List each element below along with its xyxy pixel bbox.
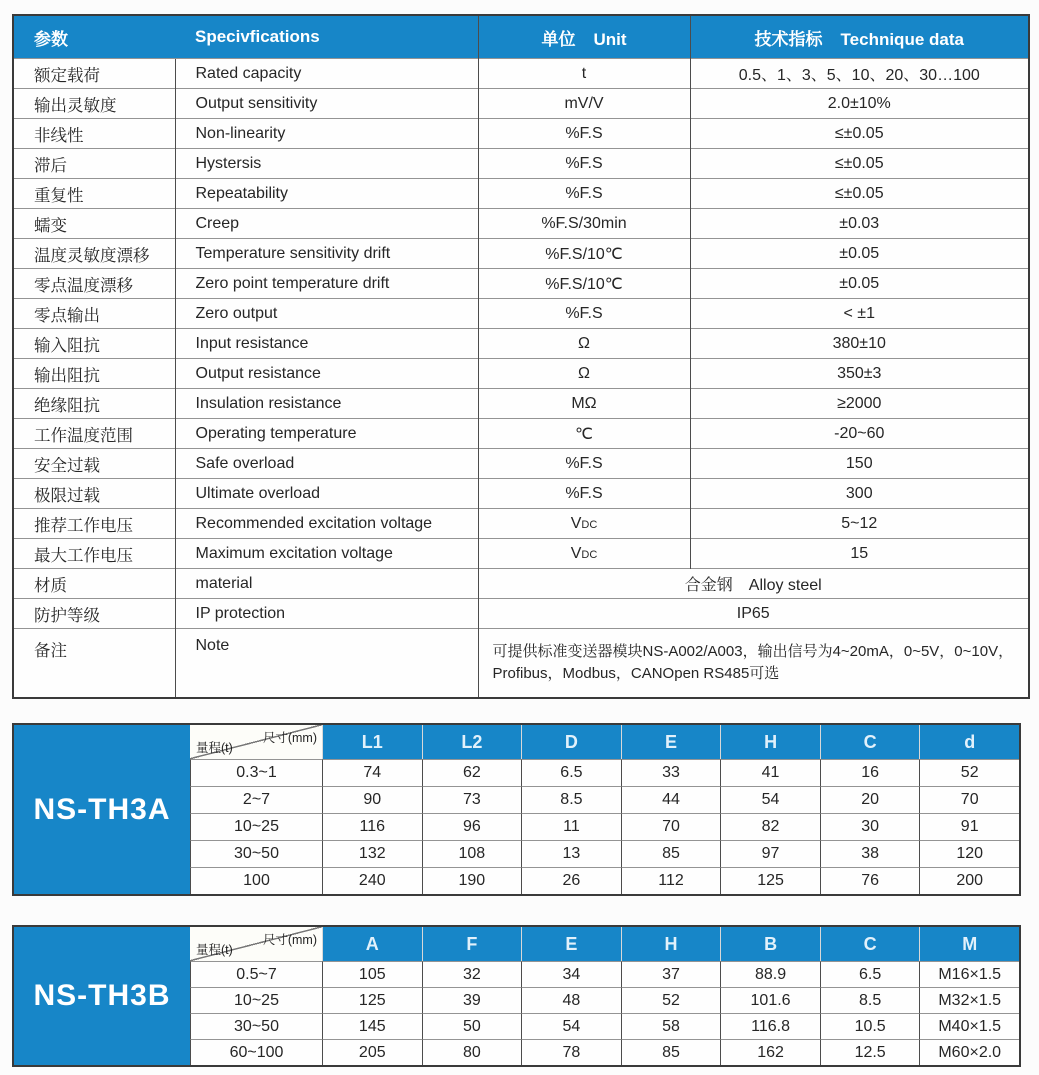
dim-value-cell: 116.8 — [720, 1013, 820, 1039]
spec-row — [13, 539, 1029, 569]
dim-value-cell: 82 — [720, 813, 820, 840]
spec-row — [13, 389, 1029, 419]
dim-header-cell: H — [720, 725, 820, 759]
spec-header-param: 参数 — [13, 15, 175, 59]
dim-value-cell: 20 — [820, 786, 920, 813]
spec-row — [13, 59, 1029, 89]
unit-cell: Ω — [478, 359, 690, 389]
spec-row — [13, 269, 1029, 299]
param-cell: 防护等级 — [13, 599, 175, 629]
param-cell: 推荐工作电压 — [13, 509, 175, 539]
param-cell: 材质 — [13, 569, 175, 599]
value-cell: ≤±0.05 — [690, 119, 1029, 149]
spec-row — [13, 449, 1029, 479]
dim-header-cell: F — [422, 927, 522, 961]
unit-cell: VDC — [478, 539, 690, 569]
param-cell: 备注 — [13, 629, 175, 699]
dim-value-cell: 145 — [322, 1013, 422, 1039]
unit-cell: %F.S — [478, 119, 690, 149]
corner-label-range: 量程(t) — [196, 943, 233, 957]
range-cell: 10~25 — [190, 813, 322, 840]
unit-cell: ℃ — [478, 419, 690, 449]
dim-table-ns-th3a — [12, 723, 1021, 896]
value-cell: ±0.05 — [690, 269, 1029, 299]
dim-value-cell: 205 — [322, 1039, 422, 1065]
param-cell: 额定载荷 — [13, 59, 175, 89]
value-cell: ±0.03 — [690, 209, 1029, 239]
range-cell: 2~7 — [190, 786, 322, 813]
dim-value-cell: 52 — [919, 759, 1019, 786]
dim-value-cell: 70 — [621, 813, 721, 840]
range-cell: 10~25 — [190, 987, 322, 1013]
dim-header-cell: M — [919, 927, 1019, 961]
spec-header-tech — [690, 15, 1029, 59]
value-cell: 15 — [690, 539, 1029, 569]
dim-value-cell: 70 — [919, 786, 1019, 813]
param-cell: 绝缘阻抗 — [13, 389, 175, 419]
dim-value-cell: 6.5 — [820, 961, 920, 987]
value-cell: ≤±0.05 — [690, 179, 1029, 209]
dim-value-cell: 76 — [820, 867, 920, 894]
dim-header-cell: d — [919, 725, 1019, 759]
spec-cell: Note — [175, 629, 478, 699]
value-cell: 0.5、1、3、5、10、20、30…100 — [690, 59, 1029, 89]
corner-label-size: 尺寸(mm) — [262, 731, 317, 745]
spec-row — [13, 329, 1029, 359]
merged-value-cell: IP65 — [478, 599, 1029, 629]
corner-cell — [190, 927, 322, 961]
corner-label-size: 尺寸(mm) — [262, 933, 317, 947]
dim-value-cell: 200 — [919, 867, 1019, 894]
spec-cell: Zero point temperature drift — [175, 269, 478, 299]
param-cell: 蠕变 — [13, 209, 175, 239]
unit-cell: mV/V — [478, 89, 690, 119]
spec-row — [13, 599, 1029, 629]
value-cell: ≤±0.05 — [690, 149, 1029, 179]
spec-cell: Safe overload — [175, 449, 478, 479]
value-cell: 150 — [690, 449, 1029, 479]
dim-table-ns-th3b — [12, 925, 1021, 1067]
unit-cell: Ω — [478, 329, 690, 359]
value-cell: -20~60 — [690, 419, 1029, 449]
range-cell: 100 — [190, 867, 322, 894]
dim-header-cell: D — [521, 725, 621, 759]
unit-cell: %F.S/10℃ — [478, 239, 690, 269]
value-cell: ±0.05 — [690, 239, 1029, 269]
spec-cell: Operating temperature — [175, 419, 478, 449]
spec-header-unit-en: Unit — [593, 29, 627, 49]
merged-value-cell: 合金钢 Alloy steel — [478, 569, 1029, 599]
value-cell: 380±10 — [690, 329, 1029, 359]
dim-value-cell: 120 — [919, 840, 1019, 867]
param-cell: 输出阻抗 — [13, 359, 175, 389]
param-cell: 重复性 — [13, 179, 175, 209]
dim-value-cell: 240 — [322, 867, 422, 894]
corner-cell — [190, 725, 322, 759]
value-cell: ≥2000 — [690, 389, 1029, 419]
value-cell: 300 — [690, 479, 1029, 509]
dim-value-cell: 38 — [820, 840, 920, 867]
dim-value-cell: 13 — [521, 840, 621, 867]
dim-value-cell: 85 — [621, 840, 721, 867]
dim-value-cell: 80 — [422, 1039, 522, 1065]
spec-cell: Output sensitivity — [175, 89, 478, 119]
range-cell: 30~50 — [190, 1013, 322, 1039]
dim-header-cell: C — [820, 725, 920, 759]
unit-cell: MΩ — [478, 389, 690, 419]
dim-value-cell: 8.5 — [820, 987, 920, 1013]
dim-value-cell: 62 — [422, 759, 522, 786]
dim-header-cell: E — [521, 927, 621, 961]
dim-value-cell: 37 — [621, 961, 721, 987]
spec-cell: Zero output — [175, 299, 478, 329]
dim-value-cell: 26 — [521, 867, 621, 894]
spec-cell: Rated capacity — [175, 59, 478, 89]
dim-value-cell: M16×1.5 — [919, 961, 1019, 987]
param-cell: 零点温度漂移 — [13, 269, 175, 299]
dim-value-cell: 125 — [322, 987, 422, 1013]
unit-cell: t — [478, 59, 690, 89]
dim-value-cell: 8.5 — [521, 786, 621, 813]
dim-value-cell: 16 — [820, 759, 920, 786]
dim-value-cell: 34 — [521, 961, 621, 987]
spec-row — [13, 179, 1029, 209]
dim-value-cell: 125 — [720, 867, 820, 894]
dim-value-cell: 85 — [621, 1039, 721, 1065]
unit-cell: %F.S/10℃ — [478, 269, 690, 299]
corner-label-range: 量程(t) — [196, 741, 233, 755]
dim-value-cell: M60×2.0 — [919, 1039, 1019, 1065]
dim-value-cell: 54 — [521, 1013, 621, 1039]
dim-header-cell: B — [720, 927, 820, 961]
unit-cell: %F.S — [478, 299, 690, 329]
dim-header-cell: C — [820, 927, 920, 961]
range-cell: 0.3~1 — [190, 759, 322, 786]
spec-cell: Recommended excitation voltage — [175, 509, 478, 539]
dim-header-cell: A — [322, 927, 422, 961]
spec-header-row — [13, 15, 1029, 59]
param-cell: 输出灵敏度 — [13, 89, 175, 119]
dim-header-cell: L2 — [422, 725, 522, 759]
spec-row — [13, 119, 1029, 149]
param-cell: 温度灵敏度漂移 — [13, 239, 175, 269]
unit-cell: %F.S — [478, 149, 690, 179]
spec-cell: material — [175, 569, 478, 599]
param-cell: 输入阻抗 — [13, 329, 175, 359]
dim-value-cell: 74 — [322, 759, 422, 786]
spec-cell: Repeatability — [175, 179, 478, 209]
unit-cell: %F.S — [478, 449, 690, 479]
dim-value-cell: 30 — [820, 813, 920, 840]
dim-header-cell: H — [621, 927, 721, 961]
dim-value-cell: 88.9 — [720, 961, 820, 987]
param-cell: 非线性 — [13, 119, 175, 149]
param-cell: 零点输出 — [13, 299, 175, 329]
spec-row — [13, 419, 1029, 449]
spec-table — [12, 14, 1030, 699]
dim-header-cell: E — [621, 725, 721, 759]
dim-value-cell: 105 — [322, 961, 422, 987]
spec-cell: IP protection — [175, 599, 478, 629]
unit-subscript: DC — [581, 548, 598, 561]
spec-cell: Hystersis — [175, 149, 478, 179]
dim-value-cell: 33 — [621, 759, 721, 786]
spec-cell: Insulation resistance — [175, 389, 478, 419]
param-cell: 最大工作电压 — [13, 539, 175, 569]
dim-value-cell: 101.6 — [720, 987, 820, 1013]
range-cell: 60~100 — [190, 1039, 322, 1065]
dim-value-cell: 52 — [621, 987, 721, 1013]
spec-header-unit-zh: 单位 — [541, 29, 576, 49]
spec-header-spec: Specivfications — [175, 15, 478, 59]
range-cell: 0.5~7 — [190, 961, 322, 987]
spec-row — [13, 359, 1029, 389]
spec-row — [13, 569, 1029, 599]
dim-value-cell: 78 — [521, 1039, 621, 1065]
spec-cell: Input resistance — [175, 329, 478, 359]
dim-value-cell: 54 — [720, 786, 820, 813]
spec-header-tech-en: Technique data — [840, 29, 964, 49]
dim-value-cell: 41 — [720, 759, 820, 786]
spec-cell: Non-linearity — [175, 119, 478, 149]
merged-value-en: Alloy steel — [748, 577, 822, 594]
spec-row — [13, 479, 1029, 509]
spec-row — [13, 629, 1029, 699]
dim-value-cell: 44 — [621, 786, 721, 813]
unit-cell: %F.S/30min — [478, 209, 690, 239]
dim-value-cell: M32×1.5 — [919, 987, 1019, 1013]
spec-cell: Temperature sensitivity drift — [175, 239, 478, 269]
param-cell: 极限过载 — [13, 479, 175, 509]
dim-header-cell: L1 — [322, 725, 422, 759]
spec-row — [13, 149, 1029, 179]
dim-value-cell: 108 — [422, 840, 522, 867]
dim-value-cell: 39 — [422, 987, 522, 1013]
model-label: NS-TH3B — [14, 927, 190, 1065]
dim-value-cell: 58 — [621, 1013, 721, 1039]
dim-value-cell: 11 — [521, 813, 621, 840]
dim-value-cell: 190 — [422, 867, 522, 894]
dim-value-cell: 132 — [322, 840, 422, 867]
unit-cell: %F.S — [478, 479, 690, 509]
dim-value-cell: M40×1.5 — [919, 1013, 1019, 1039]
spec-cell: Creep — [175, 209, 478, 239]
merged-value-cell: 可提供标准变送器模块NS-A002/A003，输出信号为4~20mA，0~5V，0~10V，Profibus，Modbus，CANOpen RS485可选 — [478, 629, 1029, 699]
model-label: NS-TH3A — [14, 725, 190, 894]
param-cell: 工作温度范围 — [13, 419, 175, 449]
dim-value-cell: 12.5 — [820, 1039, 920, 1065]
spec-row — [13, 509, 1029, 539]
spec-cell: Output resistance — [175, 359, 478, 389]
spec-cell: Maximum excitation voltage — [175, 539, 478, 569]
param-cell: 滞后 — [13, 149, 175, 179]
dim-value-cell: 116 — [322, 813, 422, 840]
value-cell: 5~12 — [690, 509, 1029, 539]
spec-cell: Ultimate overload — [175, 479, 478, 509]
dim-value-cell: 10.5 — [820, 1013, 920, 1039]
dim-value-cell: 162 — [720, 1039, 820, 1065]
unit-subscript: DC — [581, 518, 598, 531]
unit-cell: %F.S — [478, 179, 690, 209]
value-cell: 2.0±10% — [690, 89, 1029, 119]
value-cell: 350±3 — [690, 359, 1029, 389]
dim-value-cell: 112 — [621, 867, 721, 894]
dim-value-cell: 6.5 — [521, 759, 621, 786]
dim-value-cell: 97 — [720, 840, 820, 867]
spec-header-tech-zh: 技术指标 — [754, 29, 823, 49]
param-cell: 安全过载 — [13, 449, 175, 479]
dim-value-cell: 73 — [422, 786, 522, 813]
value-cell: < ±1 — [690, 299, 1029, 329]
unit-cell: VDC — [478, 509, 690, 539]
spec-row — [13, 209, 1029, 239]
dim-value-cell: 48 — [521, 987, 621, 1013]
spec-row — [13, 89, 1029, 119]
spec-row — [13, 299, 1029, 329]
range-cell: 30~50 — [190, 840, 322, 867]
dim-value-cell: 96 — [422, 813, 522, 840]
dim-value-cell: 32 — [422, 961, 522, 987]
spec-row — [13, 239, 1029, 269]
dim-value-cell: 90 — [322, 786, 422, 813]
spec-header-unit — [478, 15, 690, 59]
dim-value-cell: 50 — [422, 1013, 522, 1039]
dim-value-cell: 91 — [919, 813, 1019, 840]
